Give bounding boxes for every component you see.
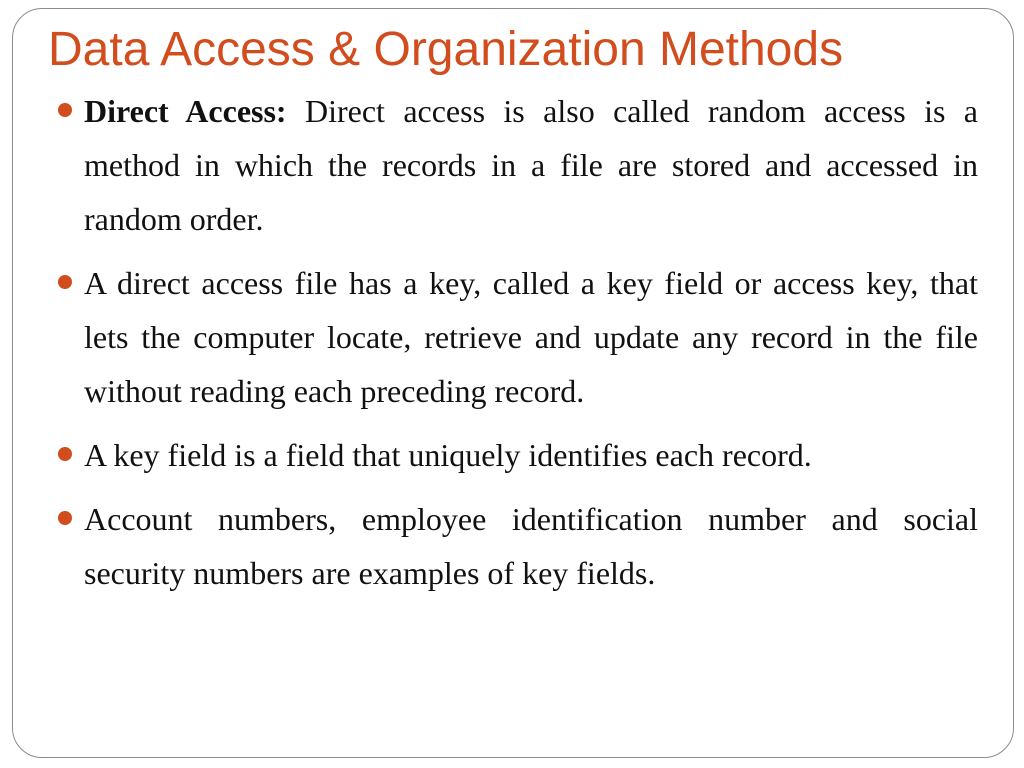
bullet-text: A direct access file has a key, called a key field or access key, that lets the computer locate, retrieve and update any record in the file without reading each preceding record. xyxy=(84,265,978,409)
bullet-item-examples xyxy=(84,492,978,600)
bullet-text: Account numbers, employee identification number and social security numbers are examples of key fields. xyxy=(84,501,978,591)
bullet-point-icon xyxy=(58,511,72,525)
bullet-point-icon xyxy=(58,447,72,461)
bullet-text: A key field is a field that uniquely identifies each record. xyxy=(84,437,812,473)
bullet-text: Direct access is also called random access is a method in which the records in a file are stored and accessed in random order. xyxy=(84,93,979,237)
slide-title: Data Access & Organization Methods xyxy=(48,23,844,76)
bullet-point-icon xyxy=(58,103,72,117)
bullet-item-direct-access xyxy=(84,84,978,246)
bullet-list xyxy=(84,84,978,610)
bullet-item-key-field xyxy=(84,256,978,418)
bullet-point-icon xyxy=(58,275,72,289)
bullet-lead: Direct Access: xyxy=(84,93,287,129)
bullet-item-key-definition xyxy=(84,428,978,482)
